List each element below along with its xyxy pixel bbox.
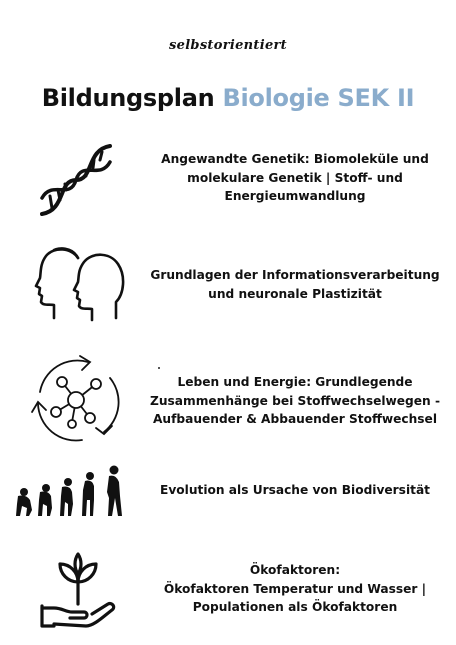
- topic-text: Grundlagen der Informationsverarbeitung und neuronale Plastizität: [150, 268, 440, 301]
- human-evolution-icon: [14, 462, 134, 518]
- page-title: [0, 84, 456, 112]
- topic-text: Angewandte Genetik: Biomoleküle und molekulare Genetik | Stoff- und Energieumwandlung: [161, 152, 429, 203]
- hand-plant-icon: [38, 552, 118, 632]
- metabolic-cycle-icon: [26, 352, 126, 448]
- brand-logo: selbstorientiert: [169, 38, 287, 53]
- topic-text: Ökofaktoren: Ökofaktoren Temperatur und Wasser | Populationen als Ökofaktoren: [163, 563, 427, 614]
- topic-text: Evolution als Ursache von Biodiversität: [160, 483, 430, 497]
- title-main: Bildungsplan: [41, 84, 215, 112]
- stray-dot: [158, 367, 160, 369]
- dna-icon: [36, 140, 116, 220]
- title-accent: Biologie SEK II: [222, 84, 415, 112]
- two-heads-icon: [34, 242, 126, 324]
- topic-text: Leben und Energie: Grundlegende Zusammenhänge bei Stoffwechselwegen - Aufbauender & Abbauender Stoffwechsel: [150, 375, 441, 426]
